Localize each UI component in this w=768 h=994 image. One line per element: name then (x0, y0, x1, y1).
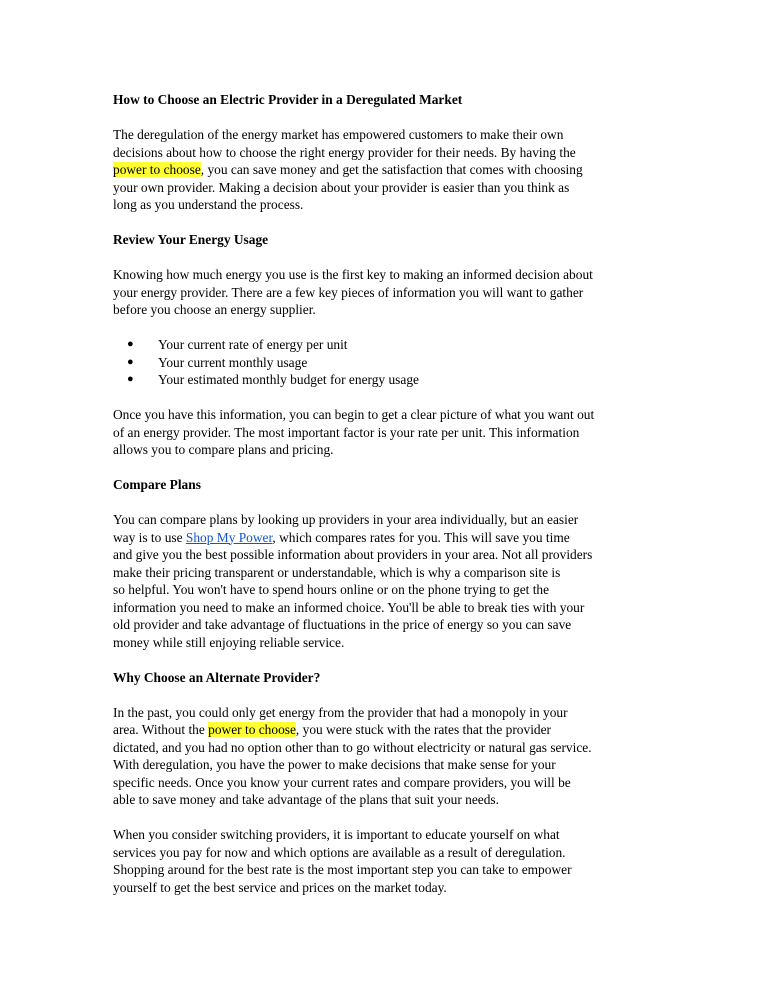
spacer (113, 249, 668, 267)
text-line: services you pay for now and which options are available as a result of deregulation. (113, 844, 566, 860)
shop-my-power-link[interactable]: Shop My Power (185, 529, 273, 545)
highlighted-keyword: power to choose (208, 722, 296, 737)
spacer (113, 494, 668, 512)
spacer (113, 319, 668, 337)
spacer (113, 214, 668, 232)
spacer (113, 459, 668, 477)
list-item (113, 354, 668, 372)
list-item-text: Your current monthly usage (158, 354, 308, 370)
list-item-text: Your current rate of energy per unit (158, 337, 348, 352)
final-paragraph (113, 826, 668, 896)
highlighted-keyword: power to choose (113, 162, 201, 177)
text-line: and give you the best possible information about providers in your area. Not all providers (113, 547, 593, 562)
text-line: able to save money and take advantage of the plans that suit your needs. (113, 792, 499, 807)
text-line: decisions about how to choose the right energy provider for their needs. By having the (113, 144, 576, 160)
text-line: In the past, you could only get energy from the provider that had a monopoly in your (113, 704, 568, 720)
text-span: area. Without the (113, 722, 209, 737)
text-line: old provider and take advantage of fluctuations in the price of energy so you can save (113, 617, 572, 632)
text-line: so helpful. You won't have to spend hours online or on the phone trying to get the (113, 582, 550, 597)
after-list-paragraph (113, 406, 668, 459)
text-line: long as you understand the process. (113, 197, 304, 212)
heading-compare-plans: Compare Plans (113, 477, 201, 492)
bullet-icon: ● (127, 338, 134, 350)
bullet-icon: ● (127, 373, 134, 385)
text-line: money while still enjoying reliable service. (113, 634, 345, 650)
spacer (113, 809, 668, 827)
text-line: before you choose an energy supplier. (113, 302, 316, 317)
text-line: With deregulation, you have the power to make decisions that make sense for your (113, 757, 556, 772)
text-line: your own provider. Making a decision about your provider is easier than you think as (113, 179, 570, 195)
text-line: of an energy provider. The most important factor is your rate per unit. This information (113, 424, 580, 440)
list-item-text: Your estimated monthly budget for energy usage (158, 372, 419, 387)
text-span: , you can save money and get the satisfaction that comes with choosing (200, 162, 583, 177)
why-paragraph (113, 704, 668, 809)
document-title: How to Choose an Electric Provider in a Deregulated Market (113, 92, 463, 107)
text-line: dictated, and you had no option other than to go without electricity or natural gas service. (113, 739, 592, 755)
text-line: You can compare plans by looking up providers in your area individually, but an easier (113, 512, 579, 527)
text-line: allows you to compare plans and pricing. (113, 442, 334, 457)
spacer (113, 686, 668, 704)
text-line: your energy provider. There are a few key pieces of information you will want to gather (113, 284, 584, 300)
text-line: yourself to get the best service and prices on the market today. (113, 879, 447, 895)
text-line (113, 721, 668, 739)
heading-why-choose: Why Choose an Alternate Provider? (113, 669, 321, 685)
list-item (113, 371, 668, 389)
text-line: Shopping around for the best rate is the most important step you can take to empower (113, 862, 572, 877)
text-line: Once you have this information, you can begin to get a clear picture of what you want out (113, 407, 595, 422)
text-span: , which compares rates for you. This will save you time (272, 529, 570, 545)
spacer (113, 389, 668, 407)
list-item (113, 336, 668, 354)
review-paragraph (113, 266, 668, 319)
text-span: way is to use (113, 529, 186, 545)
compare-paragraph (113, 511, 668, 651)
spacer (113, 651, 668, 669)
bullet-icon: ● (127, 355, 134, 368)
text-span: , you were stuck with the rates that the provider (295, 722, 552, 737)
text-line: When you consider switching providers, it is important to educate yourself on what (113, 827, 560, 842)
text-line: information you need to make an informed choice. You'll be able to break ties with your (113, 599, 585, 615)
heading-review-energy-usage: Review Your Energy Usage (113, 232, 269, 247)
text-line: specific needs. Once you know your current rates and compare providers, you will be (113, 774, 571, 790)
bullet-list (113, 336, 668, 389)
text-line: The deregulation of the energy market has empowered customers to make their own (113, 127, 564, 142)
text-line: Knowing how much energy you use is the first key to making an informed decision about (113, 267, 593, 282)
spacer (113, 109, 668, 127)
intro-paragraph (113, 126, 668, 214)
text-line (113, 529, 668, 547)
text-line: make their pricing transparent or understandable, which is why a comparison site is (113, 564, 561, 580)
text-line (113, 161, 668, 179)
